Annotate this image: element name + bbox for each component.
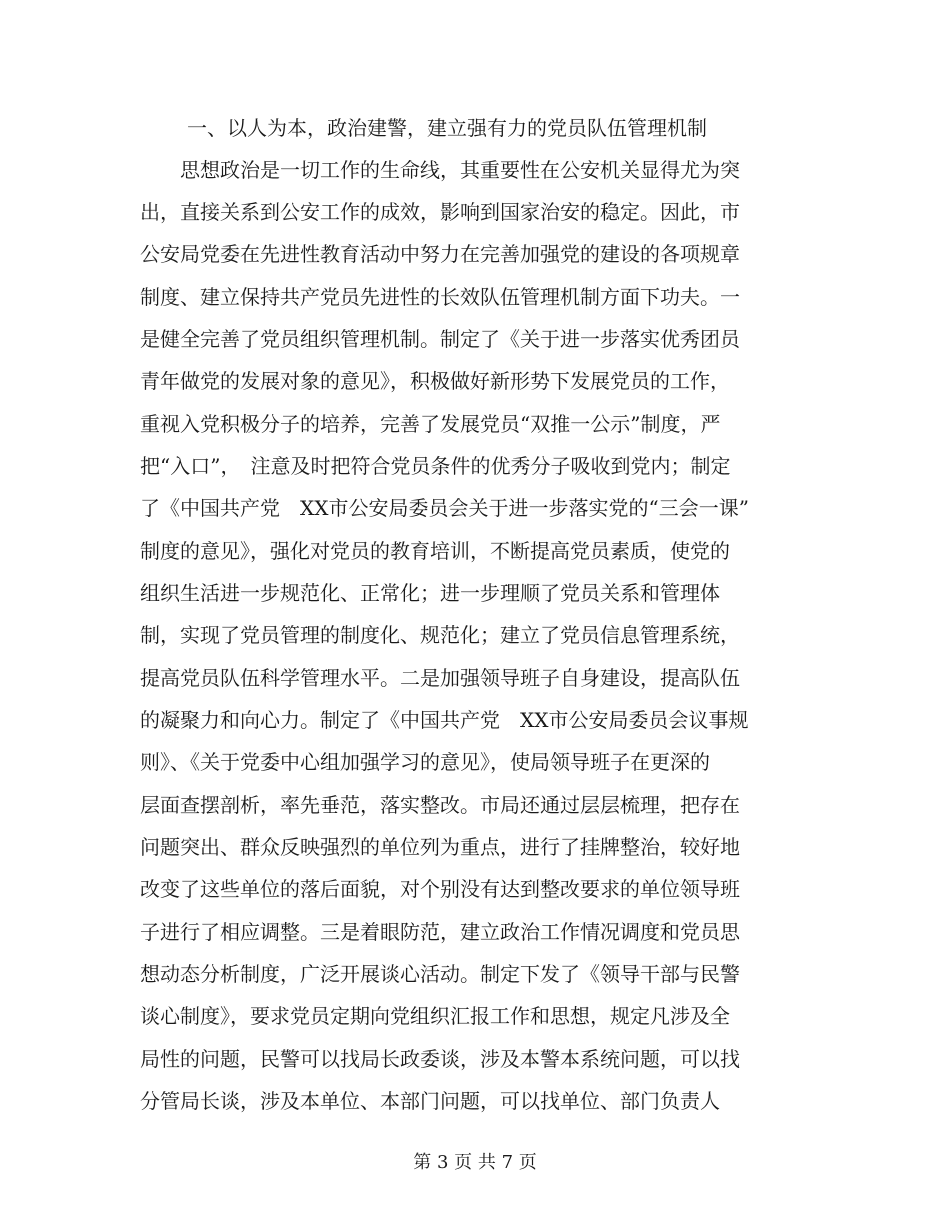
- body-line: 提高党员队伍科学管理水平。二是加强领导班子自身建设，提高队伍: [140, 666, 740, 690]
- body-line: 子进行了相应调整。三是着眼防范，建立政治工作情况调度和党员思: [140, 920, 740, 944]
- body-line: 问题突出、群众反映强烈的单位列为重点，进行了挂牌整治，较好地: [140, 835, 740, 859]
- body-line: 公安局党委在先进性教育活动中努力在完善加强党的建设的各项规章: [140, 242, 740, 266]
- body-line: 的凝聚力和向心力。制定了《中国共产党 XX市公安局委员会议事规: [140, 708, 749, 732]
- body-line: 改变了这些单位的落后面貌，对个别没有达到整改要求的单位领导班: [140, 877, 740, 901]
- body-line: 青年做党的发展对象的意见》，积极做好新形势下发展党员的工作，: [140, 369, 730, 393]
- body-line: 制，实现了党员管理的制度化、规范化；建立了党员信息管理系统，: [140, 623, 740, 647]
- body-line: 了《中国共产党 XX市公安局委员会关于进一步落实党的“三会一课”: [140, 496, 749, 520]
- body-line: 谈心制度》，要求党员定期向党组织汇报工作和思想，规定凡涉及全: [140, 1004, 730, 1028]
- body-line: 是健全完善了党员组织管理机制。制定了《关于进一步落实优秀团员: [140, 327, 740, 351]
- body-line: 制度、建立保持共产党员先进性的长效队伍管理机制方面下功夫。一: [140, 285, 740, 309]
- body-line: 想动态分析制度，广泛开展谈心活动。制定下发了《领导干部与民警: [140, 962, 740, 986]
- body-line: 重视入党积极分子的培养，完善了发展党员“双推一公示”制度，严: [140, 412, 721, 436]
- body-line: 思想政治是一切工作的生命线，其重要性在公安机关显得尤为突: [140, 158, 740, 182]
- page-number-footer: 第 3 页 共 7 页: [413, 1152, 537, 1173]
- body-line: 分管局长谈，涉及本单位、本部门问题，可以找单位、部门负责人: [140, 1089, 720, 1113]
- body-line: 则》、《关于党委中心组加强学习的意见》，使局领导班子在更深的: [140, 750, 710, 774]
- section-heading: 一、以人为本，政治建警，建立强有力的党员队伍管理机制: [187, 116, 707, 140]
- body-line: 制度的意见》，强化对党员的教育培训，不断提高党员素质，使党的: [140, 539, 730, 563]
- body-line: 层面查摆剖析，率先垂范，落实整改。市局还通过层层梳理，把存在: [140, 793, 740, 817]
- body-line: 组织生活进一步规范化、正常化；进一步理顺了党员关系和管理体: [140, 581, 720, 605]
- body-line: 把“入口”， 注意及时把符合党员条件的优秀分子吸收到党内；制定: [140, 454, 731, 478]
- body-line: 出，直接关系到公安工作的成效，影响到国家治安的稳定。因此，市: [140, 200, 740, 224]
- body-line: 局性的问题，民警可以找局长政委谈，涉及本警本系统问题，可以找: [140, 1047, 740, 1071]
